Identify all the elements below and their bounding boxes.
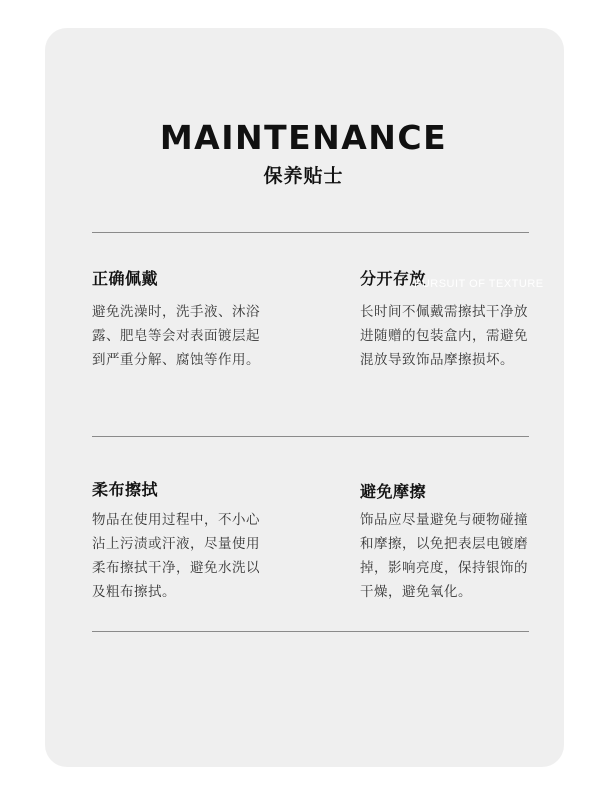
section-body-wipe: 物品在使用过程中，不小心沾上污渍或汗液，尽量使用柔布擦拭干净，避免水洗以及粗布擦拭。 [92, 512, 260, 600]
divider-bottom [92, 631, 529, 632]
section-body-storage: 长时间不佩戴需擦拭干净放进随赠的包装盒内，需避免混放导致饰品摩擦损坏。 [360, 304, 528, 368]
section-title-storage: 分开存放 [360, 269, 427, 288]
page-title: MAINTENANCE [159, 118, 448, 157]
section-title-wear: 正确佩戴 [92, 269, 159, 288]
section-title-wipe: 柔布擦拭 [92, 480, 159, 499]
watermark-text: PURSUIT OF TEXTURE [414, 278, 544, 290]
divider-middle [92, 436, 529, 437]
page-subtitle: 保养贴士 [263, 165, 344, 187]
divider-top [92, 232, 529, 233]
section-body-friction: 饰品应尽量避免与硬物碰撞和摩擦，以免把表层电镀磨掉，影响亮度，保持银饰的干燥，避免氧化。 [360, 512, 528, 600]
section-body-wear: 避免洗澡时，洗手液、沐浴露、肥皂等会对表面镀层起到严重分解、腐蚀等作用。 [92, 304, 260, 368]
section-title-friction: 避免摩擦 [360, 482, 427, 501]
